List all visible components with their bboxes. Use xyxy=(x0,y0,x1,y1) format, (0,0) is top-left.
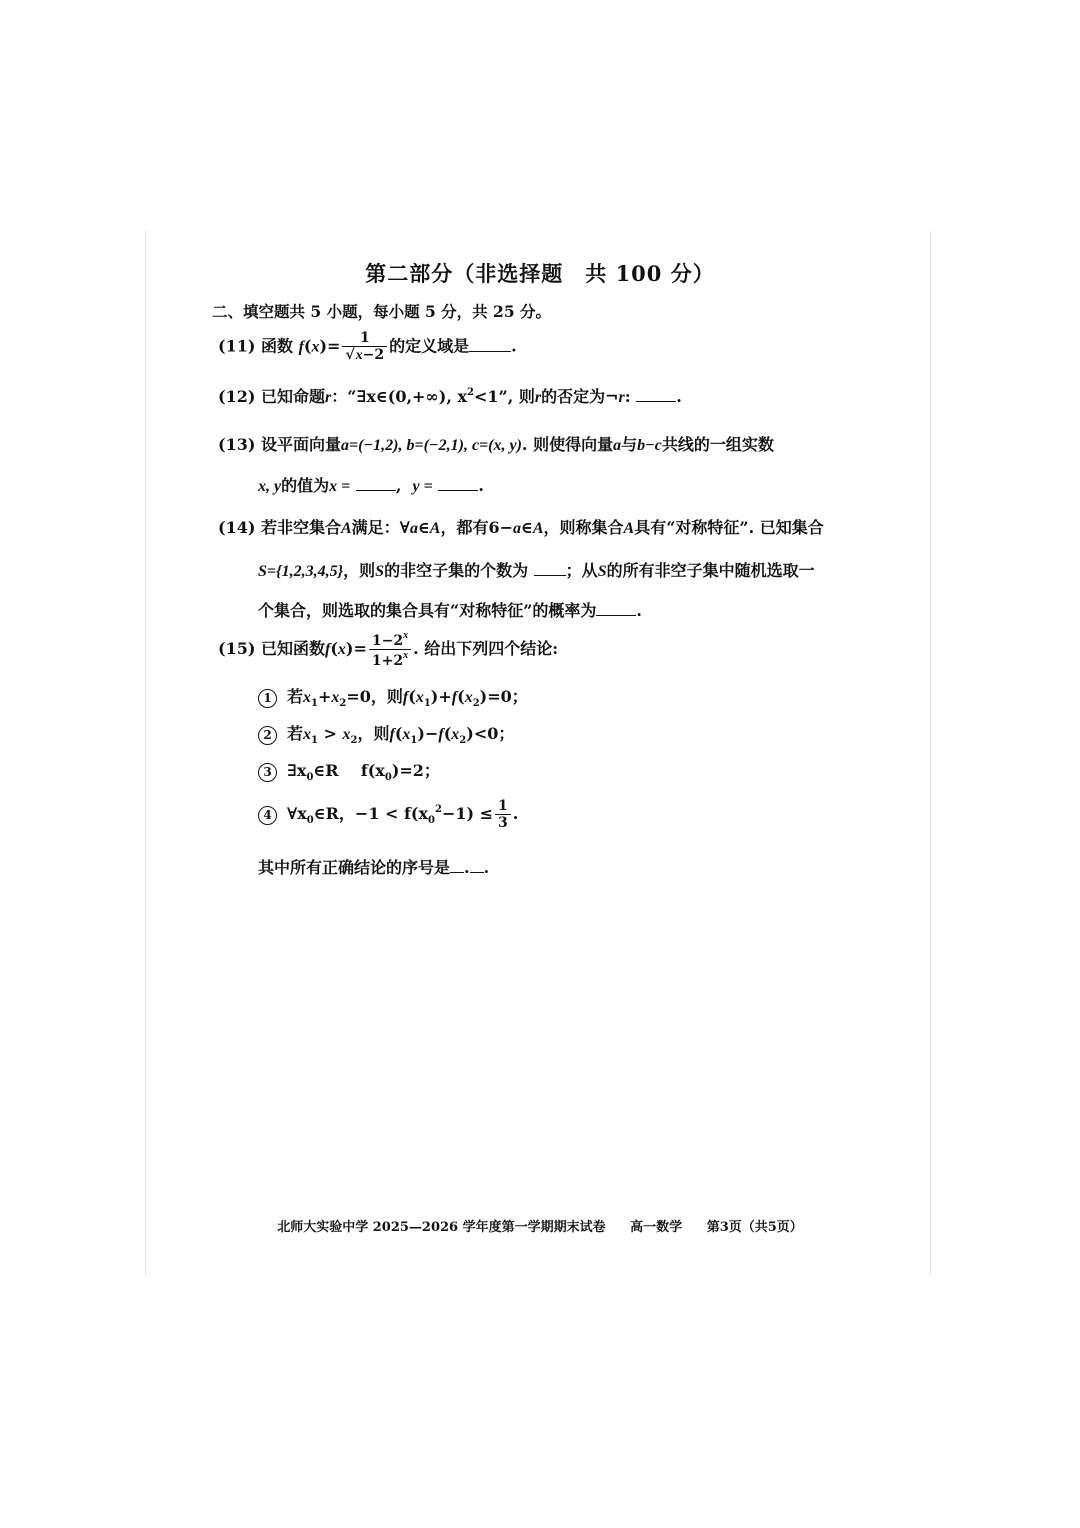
footer-page-number: 第3页（共5页） xyxy=(706,1220,803,1235)
footer-subject: 高一数学 xyxy=(630,1220,683,1235)
question-14-line2: S={1,2,3,4,5}，则S的非空子集的个数为 ；从S的所有非空子集中随机选取一 xyxy=(258,561,815,580)
footer-school: 北师大实验中学 2025—2026 学年度第一学期期末试卷 xyxy=(277,1220,606,1235)
conclusion-4: 4 $\forall x_0\in R$，$-1 < f(x_0^2-1)$ ≤ $\frac{1}{3}$ . xyxy=(258,798,518,831)
answer-blank[interactable] xyxy=(636,387,676,402)
answer-blank-probability[interactable] xyxy=(596,601,636,616)
question-12: (12) 已知命题r：“∃x∈(0,+∞), $x^2<1$”, 则r的否定为¬r: . xyxy=(218,387,682,406)
answer-blank[interactable] xyxy=(470,858,484,873)
conclusion-2: 2 若$x_1 > x_2$，则$f(x_1)-f(x_2)<0$； xyxy=(258,721,514,746)
question-text: 函数 xyxy=(260,336,293,356)
answer-blank[interactable] xyxy=(469,337,511,352)
question-number: (12) xyxy=(218,387,256,406)
section-heading: 二、填空题共 5 小题，每小题 5 分，共 25 分。 xyxy=(212,302,552,321)
answer-blank-count[interactable] xyxy=(534,561,566,576)
item-number-icon: 2 xyxy=(258,726,277,745)
question-15: (15) 已知函数f(x)= $\frac{1-2^x}{1+2^x}$ . 给出下列四个结论: xyxy=(218,630,559,670)
answer-blank[interactable] xyxy=(450,858,464,873)
page-edge-left xyxy=(145,230,146,1275)
page-title: 第二部分（非选择题 共 100 分） xyxy=(365,261,715,286)
page-footer xyxy=(0,1216,1080,1235)
question-text: 的定义域是 xyxy=(389,336,470,356)
question-number: (13) xyxy=(218,435,256,454)
question-11: (11) 函数 f(x)= $\frac{1}{√x-2}$ 的定义域是 . xyxy=(218,330,517,364)
page-edge-right xyxy=(930,230,931,1275)
answer-blank-x[interactable] xyxy=(356,476,396,491)
item-number-icon: 4 xyxy=(258,806,277,825)
conclusion-3: 3 $\exists x_0\in R$ $f(x_0)=2$； xyxy=(258,758,440,783)
question-number: (15) xyxy=(218,639,256,659)
question-number: (14) xyxy=(218,518,256,537)
item-number-icon: 3 xyxy=(258,763,277,782)
item-number-icon: 1 xyxy=(258,689,277,708)
question-14: (14) 若非空集合A满足：∀a∈A，都有6−a∈A，则称集合A具有“对称特征”. 已知集合 xyxy=(218,518,824,537)
question-number: (11) xyxy=(218,336,256,356)
conclusion-1: 1 若$x_1+x_2=0$，则$f(x_1)+f(x_2)=0$； xyxy=(258,684,528,709)
question-14-line3: 个集合，则选取的集合具有“对称特征”的概率为 . xyxy=(258,601,642,620)
question-15-conclusion: 其中所有正确结论的序号是 . . xyxy=(258,858,490,877)
question-13-line2: x, y的值为x = , y = . xyxy=(258,476,484,495)
question-13: (13) 设平面向量a=(−1,2), b=(−2,1), c=(x, y). 则使得向量a与b−c共线的一组实数 xyxy=(218,435,774,454)
answer-blank-y[interactable] xyxy=(438,476,478,491)
